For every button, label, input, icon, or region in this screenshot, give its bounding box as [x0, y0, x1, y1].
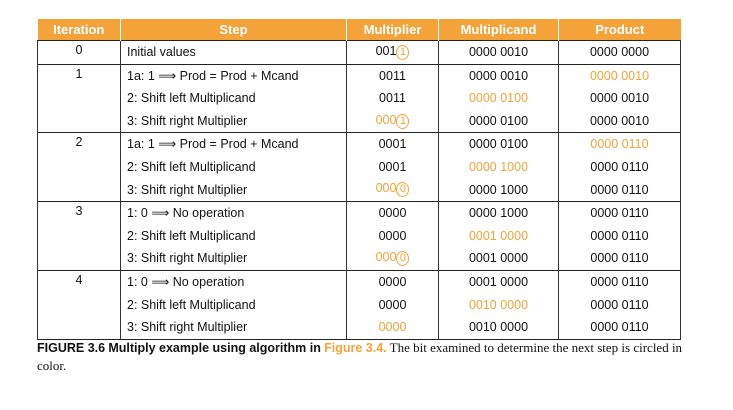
- cell-product: 0000 0110: [559, 270, 681, 293]
- cell-iteration: [38, 225, 121, 248]
- multiplier-value: 001: [375, 43, 397, 58]
- multiplier-value: 0000: [378, 206, 407, 221]
- cell-product: 0000 0110: [559, 316, 681, 339]
- table-row: [38, 316, 681, 339]
- iteration-group: [38, 64, 681, 133]
- cell-multiplier: [347, 87, 439, 110]
- cell-iteration: [38, 110, 121, 133]
- circled-bit: 1: [396, 45, 409, 60]
- cell-product: 0000 0010: [559, 87, 681, 110]
- circled-bit: 1: [396, 114, 409, 129]
- cell-multiplicand: 0010 0000: [439, 294, 559, 317]
- multiplier-value: 000: [375, 181, 397, 196]
- cell-multiplier: [347, 41, 439, 65]
- header-multiplier: Multiplier: [347, 19, 439, 41]
- table-row: [38, 247, 681, 270]
- cell-multiplicand: 0000 1000: [439, 179, 559, 202]
- iteration-group: [38, 270, 681, 339]
- multiplier-value: 000: [375, 250, 397, 265]
- caption-title: Multiply example using algorithm in: [108, 341, 321, 355]
- cell-iteration: [38, 294, 121, 317]
- cell-step: Initial values: [121, 41, 347, 65]
- cell-product: 0000 0110: [559, 156, 681, 179]
- cell-iteration: [38, 179, 121, 202]
- multiply-example-table: [37, 19, 681, 340]
- cell-multiplier: [347, 156, 439, 179]
- iteration-group: [38, 41, 681, 65]
- cell-iteration: 1: [38, 64, 121, 87]
- table-row: [38, 110, 681, 133]
- table-row: [38, 179, 681, 202]
- multiplier-value: 0001: [378, 160, 407, 175]
- cell-step: 3: Shift right Multiplier: [121, 179, 347, 202]
- header-iteration: Iteration: [38, 19, 121, 41]
- multiplier-value: 0000: [378, 228, 407, 243]
- table-row: [38, 41, 681, 65]
- cell-multiplier: [347, 270, 439, 293]
- cell-iteration: [38, 156, 121, 179]
- header-step: Step: [121, 19, 347, 41]
- cell-multiplier: [347, 316, 439, 339]
- cell-iteration: 2: [38, 133, 121, 156]
- header-multiplicand: Multiplicand: [439, 19, 559, 41]
- cell-product: 0000 0000: [559, 41, 681, 65]
- cell-step: 2: Shift left Multiplicand: [121, 156, 347, 179]
- cell-step: 2: Shift left Multiplicand: [121, 225, 347, 248]
- cell-multiplicand: 0001 0000: [439, 225, 559, 248]
- cell-multiplicand: 0000 1000: [439, 202, 559, 225]
- cell-iteration: [38, 87, 121, 110]
- cell-multiplier: [347, 133, 439, 156]
- cell-product: 0000 0110: [559, 202, 681, 225]
- cell-multiplicand: 0000 0100: [439, 133, 559, 156]
- multiplier-value: 0011: [379, 91, 406, 106]
- header-product: Product: [559, 19, 681, 41]
- cell-iteration: 4: [38, 270, 121, 293]
- table-row: [38, 133, 681, 156]
- figure-caption: [37, 339, 687, 374]
- cell-multiplicand: 0000 1000: [439, 156, 559, 179]
- cell-step: 1: 0 ⟹ No operation: [121, 270, 347, 293]
- cell-iteration: 0: [38, 41, 121, 65]
- cell-step: 2: Shift left Multiplicand: [121, 87, 347, 110]
- cell-multiplicand: 0001 0000: [439, 270, 559, 293]
- caption-figure-link[interactable]: Figure 3.4.: [324, 341, 387, 355]
- multiplier-value: 0000: [378, 320, 407, 335]
- cell-multiplier: [347, 225, 439, 248]
- circled-bit: 0: [396, 182, 409, 197]
- cell-product: 0000 0010: [559, 110, 681, 133]
- multiplier-value: 0000: [378, 274, 407, 289]
- cell-multiplicand: 0010 0000: [439, 316, 559, 339]
- cell-multiplicand: 0000 0100: [439, 110, 559, 133]
- cell-product: 0000 0110: [559, 133, 681, 156]
- table-row: [38, 225, 681, 248]
- cell-multiplier: [347, 179, 439, 202]
- cell-product: 0000 0110: [559, 225, 681, 248]
- circled-bit: 0: [396, 251, 409, 266]
- cell-multiplier: [347, 247, 439, 270]
- table-row: [38, 270, 681, 293]
- cell-product: 0000 0110: [559, 179, 681, 202]
- table-row: [38, 156, 681, 179]
- cell-product: 0000 0110: [559, 247, 681, 270]
- cell-multiplier: [347, 294, 439, 317]
- multiplier-value: 0000: [378, 297, 407, 312]
- cell-multiplicand: 0001 0000: [439, 247, 559, 270]
- cell-multiplicand: 0000 0010: [439, 41, 559, 65]
- cell-iteration: [38, 316, 121, 339]
- cell-iteration: 3: [38, 202, 121, 225]
- cell-step: 1a: 1 ⟹ Prod = Prod + Mcand: [121, 64, 347, 87]
- cell-multiplicand: 0000 0100: [439, 87, 559, 110]
- cell-product: 0000 0010: [559, 64, 681, 87]
- table-row: [38, 87, 681, 110]
- iteration-group: [38, 202, 681, 271]
- multiplier-value: 0011: [379, 68, 406, 83]
- multiplier-value: 000: [375, 112, 397, 127]
- cell-iteration: [38, 247, 121, 270]
- cell-multiplicand: 0000 0010: [439, 64, 559, 87]
- cell-multiplier: [347, 110, 439, 133]
- cell-multiplier: [347, 202, 439, 225]
- cell-product: 0000 0110: [559, 294, 681, 317]
- cell-multiplier: [347, 64, 439, 87]
- caption-label: FIGURE 3.6: [37, 341, 106, 355]
- cell-step: 1a: 1 ⟹ Prod = Prod + Mcand: [121, 133, 347, 156]
- cell-step: 1: 0 ⟹ No operation: [121, 202, 347, 225]
- table-header-row: [38, 19, 681, 41]
- cell-step: 3: Shift right Multiplier: [121, 110, 347, 133]
- table-row: [38, 202, 681, 225]
- iteration-group: [38, 133, 681, 202]
- table-row: [38, 64, 681, 87]
- cell-step: 3: Shift right Multiplier: [121, 316, 347, 339]
- cell-step: 2: Shift left Multiplicand: [121, 294, 347, 317]
- table-row: [38, 294, 681, 317]
- cell-step: 3: Shift right Multiplier: [121, 247, 347, 270]
- multiplier-value: 0001: [378, 137, 407, 152]
- caption-text: The bit examined to determine the next step is circled in color.: [37, 340, 683, 373]
